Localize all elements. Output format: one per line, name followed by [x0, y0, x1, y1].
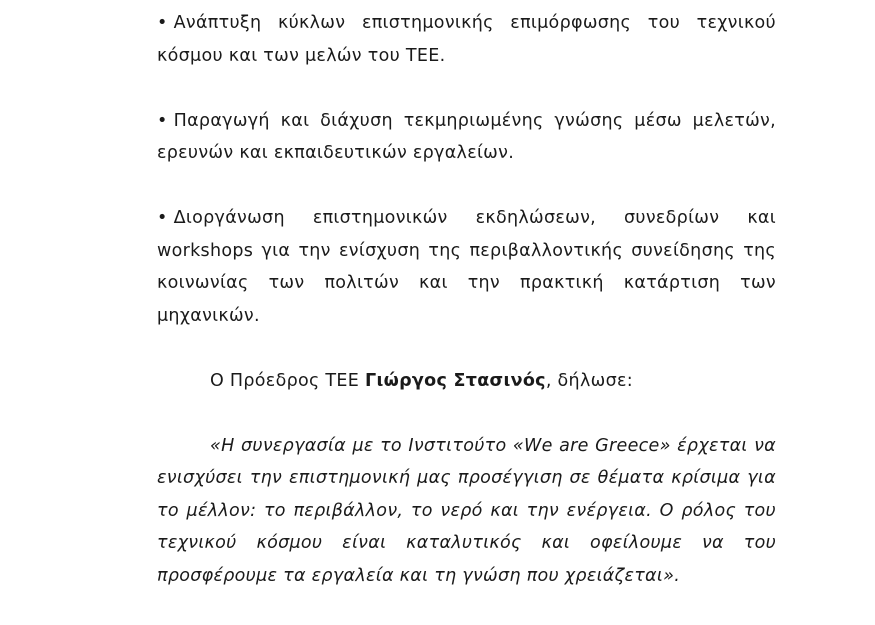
document-body	[157, 7, 776, 625]
bullet-item-training	[157, 7, 776, 72]
bullet-text: Παραγωγή και διάχυση τεκμηριωμένης γνώσης μέσω μελετών, ερευνών και εκπαιδευτικών εργαλείων.	[157, 110, 776, 163]
bullet-marker: •	[157, 208, 168, 228]
bullet-text: Διοργάνωση επιστημονικών εκδηλώσεων, συνεδρίων και workshops για την ενίσχυση της περιβαλλοντικής συνείδησης της κοινωνίας των πολιτών και την πρακτική κατάρτιση των μηχανικών.	[157, 208, 776, 326]
bullet-marker: •	[157, 110, 168, 131]
bullet-text: Ανάπτυξη κύκλων επιστημονικής επιμόρφωσης του τεχνικού κόσμου και των μελών του ΤΕΕ.	[157, 13, 776, 66]
president-statement	[157, 365, 776, 398]
statement-suffix: , δήλωσε:	[545, 370, 633, 391]
bullet-marker: •	[157, 13, 168, 33]
president-name: Γιώργος Στασινός	[365, 370, 546, 391]
statement-prefix: Ο Πρόεδρος ΤΕΕ	[210, 370, 365, 391]
bullet-item-knowledge	[157, 105, 776, 170]
president-quote: «Η συνεργασία με το Ινστιτούτο «We are Greece» έρχεται να ενισχύσει την επιστημονική μας προσέγγιση σε θέματα κρίσιμα για το μέλλον: το περιβάλλον, το νερό και την ενέργεια. Ο ρόλος του τεχνικού κόσμου είναι καταλυτικός και οφείλουμε να του προσφέρουμε τα εργαλεία και τη γνώση που χρειάζεται».	[157, 435, 776, 586]
bullet-item-events	[157, 202, 776, 332]
